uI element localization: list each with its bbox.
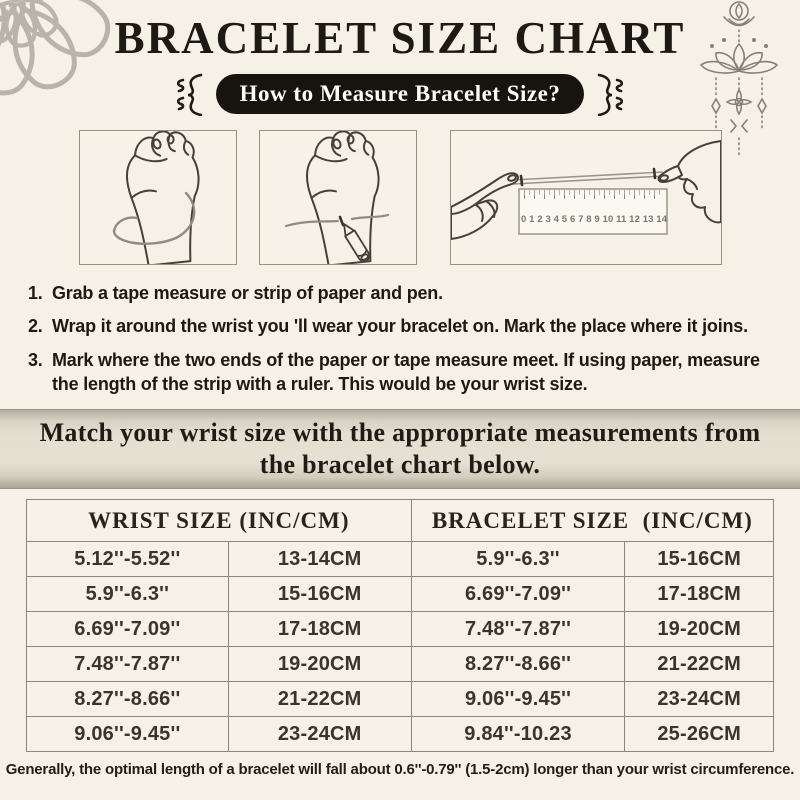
bracelet-cm-cell: 17-18CM bbox=[625, 577, 774, 612]
wrist-cm-cell: 19-20CM bbox=[228, 647, 411, 682]
bracelet-inch-cell: 9.06''-9.45'' bbox=[411, 682, 625, 717]
match-size-banner bbox=[0, 409, 800, 489]
wrist-inch-cell: 9.06''-9.45'' bbox=[27, 717, 229, 752]
wrist-inch-cell: 5.12''-5.52'' bbox=[27, 542, 229, 577]
bracelet-cm-cell: 19-20CM bbox=[625, 612, 774, 647]
bracelet-inch-cell: 6.69''-7.09'' bbox=[411, 577, 625, 612]
instruction-step-3 bbox=[28, 348, 772, 397]
bracelet-cm-cell: 15-16CM bbox=[625, 542, 774, 577]
wrist-cm-cell: 17-18CM bbox=[228, 612, 411, 647]
wrist-inch-cell: 5.9''-6.3'' bbox=[27, 577, 229, 612]
step-number: 1. bbox=[28, 283, 43, 303]
bracelet-inch-cell: 7.48''-7.87'' bbox=[411, 612, 625, 647]
table-row bbox=[27, 612, 774, 647]
subtitle-row bbox=[0, 72, 800, 116]
bracelet-size-header: BRACELET SIZE (INC/CM) bbox=[411, 500, 773, 542]
step-number: 2. bbox=[28, 316, 43, 337]
step-text: Mark where the two ends of the paper or tape measure meet. If using paper, measure the length of the strip with a ruler. This would be your wrist size. bbox=[52, 349, 760, 394]
step-text: Grab a tape measure or strip of paper and pen. bbox=[52, 283, 443, 303]
ruler-scale: 0 1 2 3 4 5 6 7 8 9 10 11 12 13 14 bbox=[520, 214, 667, 225]
flourish-right-icon bbox=[594, 72, 626, 116]
size-table bbox=[26, 499, 774, 752]
flourish-left-icon bbox=[174, 72, 206, 116]
banner-text: Match your wrist size with the appropriate measurements from the bracelet chart below. bbox=[39, 417, 761, 480]
how-to-measure-pill: How to Measure Bracelet Size? bbox=[216, 74, 585, 114]
wrist-size-header: WRIST SIZE (INC/CM) bbox=[27, 500, 412, 542]
table-row bbox=[27, 577, 774, 612]
wrist-inch-cell: 8.27''-8.66'' bbox=[27, 682, 229, 717]
table-row bbox=[27, 542, 774, 577]
wrist-inch-cell: 6.69''-7.09'' bbox=[27, 612, 229, 647]
page-title: BRACELET SIZE CHART bbox=[114, 13, 686, 63]
instruction-step-1 bbox=[28, 281, 772, 305]
table-header-row bbox=[27, 500, 774, 542]
illustration-measure-ruler bbox=[450, 130, 722, 265]
bracelet-cm-cell: 21-22CM bbox=[625, 647, 774, 682]
illustration-wrap-tape bbox=[79, 130, 237, 265]
bracelet-cm-cell: 23-24CM bbox=[625, 682, 774, 717]
wrist-cm-cell: 21-22CM bbox=[228, 682, 411, 717]
wrist-cm-cell: 23-24CM bbox=[228, 717, 411, 752]
instruction-steps bbox=[28, 281, 772, 396]
footer-note: Generally, the optimal length of a bracelet will fall about 0.6''-0.79'' (1.5-2cm) longer than your wrist circumference. bbox=[5, 761, 795, 779]
bracelet-inch-cell: 8.27''-8.66'' bbox=[411, 647, 625, 682]
step-text: Wrap it around the wrist you 'll wear your bracelet on. Mark the place where it joins. bbox=[52, 316, 748, 337]
table-row bbox=[27, 717, 774, 752]
table-row bbox=[27, 682, 774, 717]
bracelet-inch-cell: 9.84''-10.23 bbox=[411, 717, 625, 752]
illustration-mark-pen bbox=[259, 130, 417, 265]
wrist-inch-cell: 7.48''-7.87'' bbox=[27, 647, 229, 682]
measure-illustrations bbox=[0, 130, 800, 265]
bracelet-inch-cell: 5.9''-6.3'' bbox=[411, 542, 625, 577]
bracelet-cm-cell: 25-26CM bbox=[625, 717, 774, 752]
wrist-cm-cell: 15-16CM bbox=[228, 577, 411, 612]
table-row bbox=[27, 647, 774, 682]
wrist-cm-cell: 13-14CM bbox=[228, 542, 411, 577]
instruction-step-2 bbox=[28, 314, 772, 338]
step-number: 3. bbox=[28, 349, 43, 370]
